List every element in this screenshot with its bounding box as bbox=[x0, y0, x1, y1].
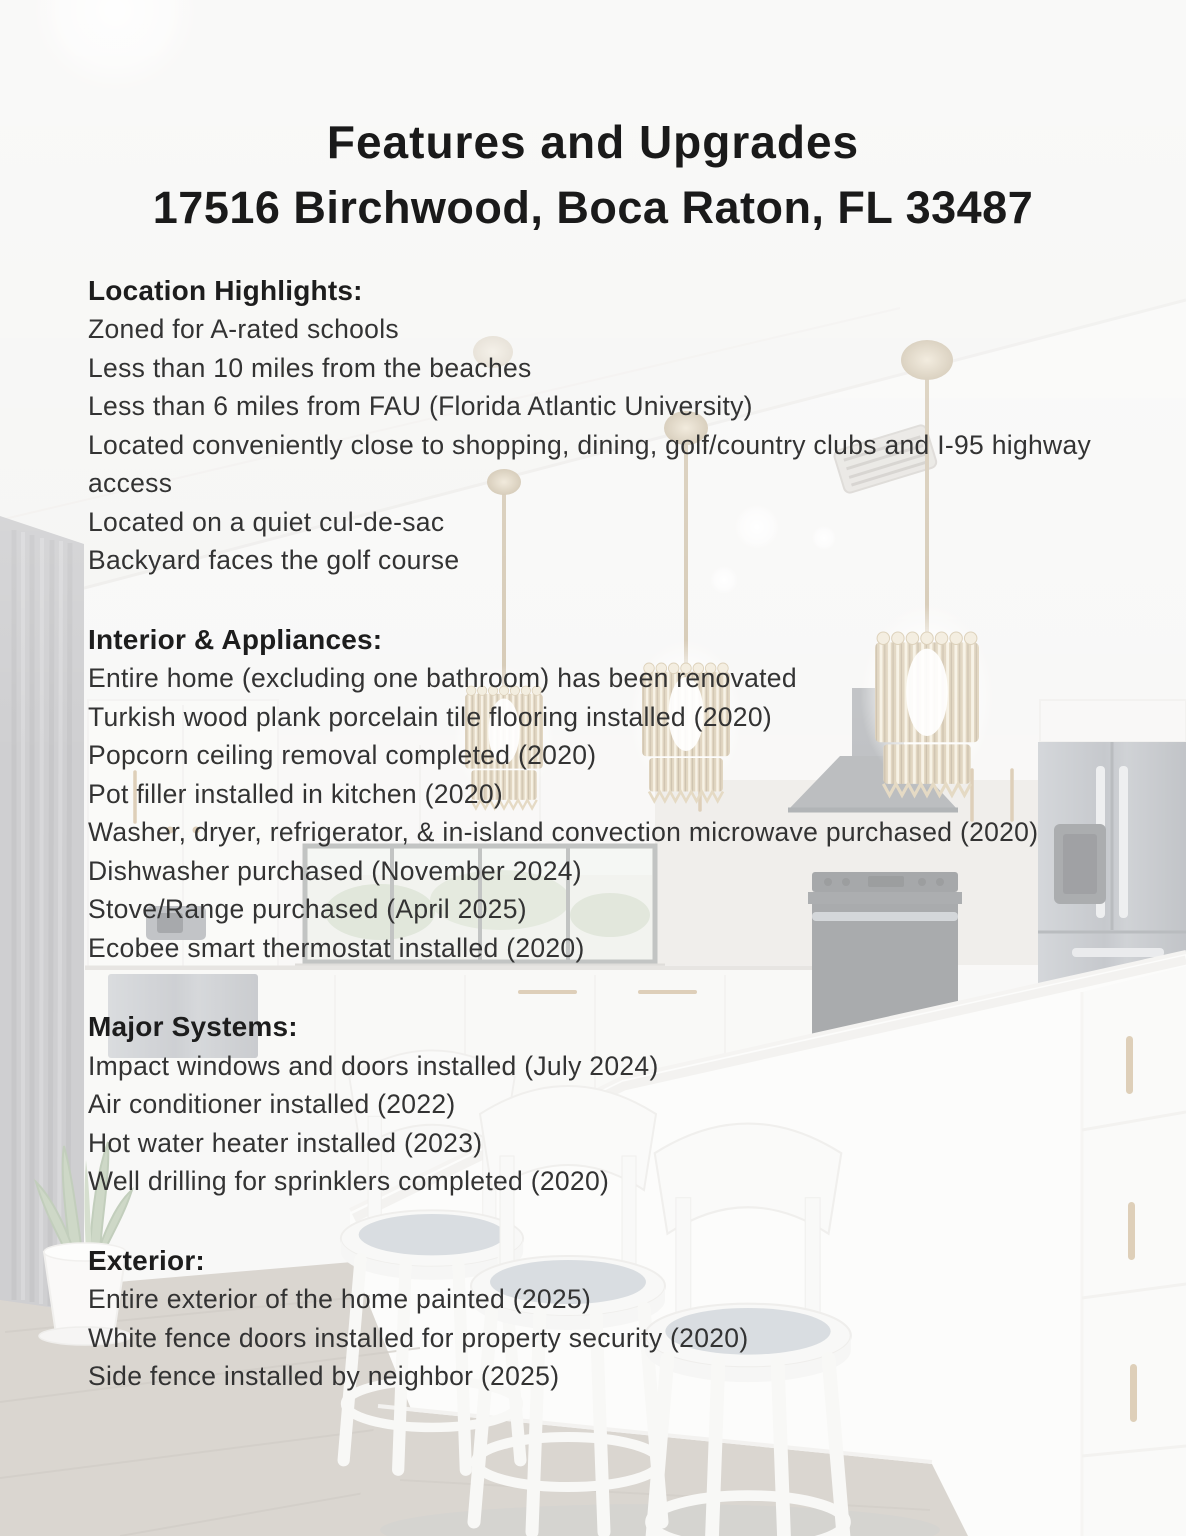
feature-item: Side fence installed by neighbor (2025) bbox=[88, 1361, 560, 1392]
page-title: Features and Upgrades bbox=[326, 116, 860, 168]
feature-item: Located on a quiet cul-de-sac bbox=[88, 506, 445, 537]
feature-item: Washer, dryer, refrigerator, & in-island convection microwave purchased (2020) bbox=[88, 817, 1039, 848]
feature-item: Turkish wood plank porcelain tile flooring installed (2020) bbox=[88, 701, 772, 732]
feature-item: Backyard faces the golf course bbox=[88, 545, 460, 576]
feature-item: Pot filler installed in kitchen (2020) bbox=[88, 778, 503, 809]
section-exterior bbox=[88, 1242, 1130, 1396]
feature-item: Entire exterior of the home painted (2025) bbox=[88, 1284, 592, 1315]
section-major-systems bbox=[88, 1008, 1130, 1201]
feature-item: Dishwasher purchased (November 2024) bbox=[88, 855, 582, 886]
section-heading: Major Systems: bbox=[88, 1011, 298, 1043]
section-heading: Interior & Appliances: bbox=[88, 623, 383, 655]
section-heading: Exterior: bbox=[88, 1244, 205, 1276]
feature-item: White fence doors installed for property security (2020) bbox=[88, 1322, 749, 1353]
feature-item: Ecobee smart thermostat installed (2020) bbox=[88, 932, 585, 963]
feature-item: Stove/Range purchased (April 2025) bbox=[88, 894, 527, 925]
section-location-highlights bbox=[88, 272, 1130, 580]
feature-item: Located conveniently close to shopping, dining, golf/country clubs and I-95 highway access bbox=[88, 429, 1092, 499]
feature-item: Air conditioner installed (2022) bbox=[88, 1089, 456, 1120]
feature-item: Impact windows and doors installed (July 2024) bbox=[88, 1050, 659, 1081]
feature-item: Popcorn ceiling removal completed (2020) bbox=[88, 740, 597, 771]
feature-item: Well drilling for sprinklers completed (2020) bbox=[88, 1166, 610, 1197]
feature-item: Less than 10 miles from the beaches bbox=[88, 352, 532, 383]
feature-item: Less than 6 miles from FAU (Florida Atlantic University) bbox=[88, 391, 753, 422]
feature-item: Zoned for A-rated schools bbox=[88, 314, 399, 345]
feature-item: Entire home (excluding one bathroom) has been renovated bbox=[88, 663, 797, 694]
feature-item: Hot water heater installed (2023) bbox=[88, 1127, 483, 1158]
section-heading: Location Highlights: bbox=[88, 274, 363, 306]
page-subtitle: 17516 Birchwood, Boca Raton, FL 33487 bbox=[152, 181, 1034, 233]
section-interior-appliances bbox=[88, 621, 1130, 968]
